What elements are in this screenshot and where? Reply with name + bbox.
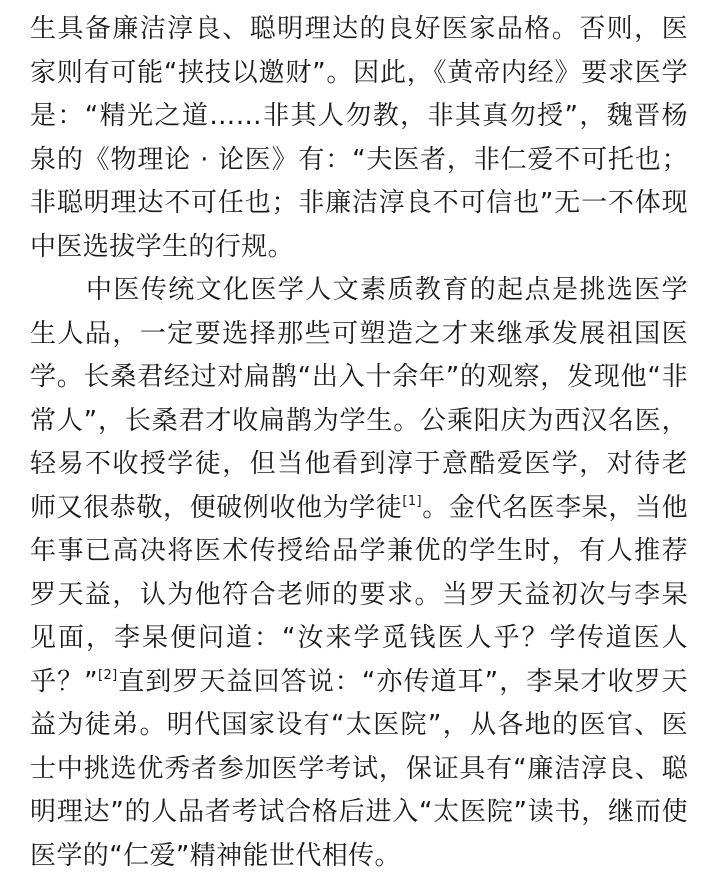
paragraph-2-part-2: 。金代名医李杲，当他年事已高决将医术传授给品学兼优的学生时，有人推荐罗天益，认为他符合老师的要求。当罗天益初次与李杲见面，李杲便问道：“汝来学觅钱医人乎？学传道医人乎？” — [30, 492, 688, 697]
citation-2: [2] — [98, 667, 118, 683]
paragraph-1: 生具备廉洁淳良、聪明理达的良好医家品格。否则，医家则有可能“挟技以邀财”。因此，《黄帝内经》要求医学是：“精光之道……非其人勿教，非其真勿授”，魏晋杨泉的《物理论 · 论医》有：“夫医者，非仁爱不可托也；非聪明理达不可任也；非廉洁淳良不可信也”无一不体现中医选拔学生的行规。 — [30, 14, 688, 262]
paragraph-2 — [30, 269, 688, 878]
paragraph-2-part-3: 直到罗天益回答说：“亦传道耳”，李杲才收罗天益为徒弟。明代国家设有“太医院”，从各地的医官、医士中挑选优秀者参加医学考试，保证具有“廉洁淳良、聪明理达”的人品者考试合格后进入“太医院”读书，继而使医学的“仁爱”精神能世代相传。 — [30, 666, 688, 871]
citation-1: [1] — [402, 493, 422, 509]
paragraph-2-part-1: 中医传统文化医学人文素质教育的起点是挑选医学生人品，一定要选择那些可塑造之才来继承发展祖国医学。长桑君经过对扁鹊“出入十余年”的观察，发现他“非常人”，长桑君才收扁鹊为学生。公乘阳庆为西汉名医，轻易不收授学徒，但当他看到淳于意酷爱医学，对待老师又很恭敬，便破例收他为学徒 — [30, 275, 688, 523]
document-page — [30, 8, 688, 878]
